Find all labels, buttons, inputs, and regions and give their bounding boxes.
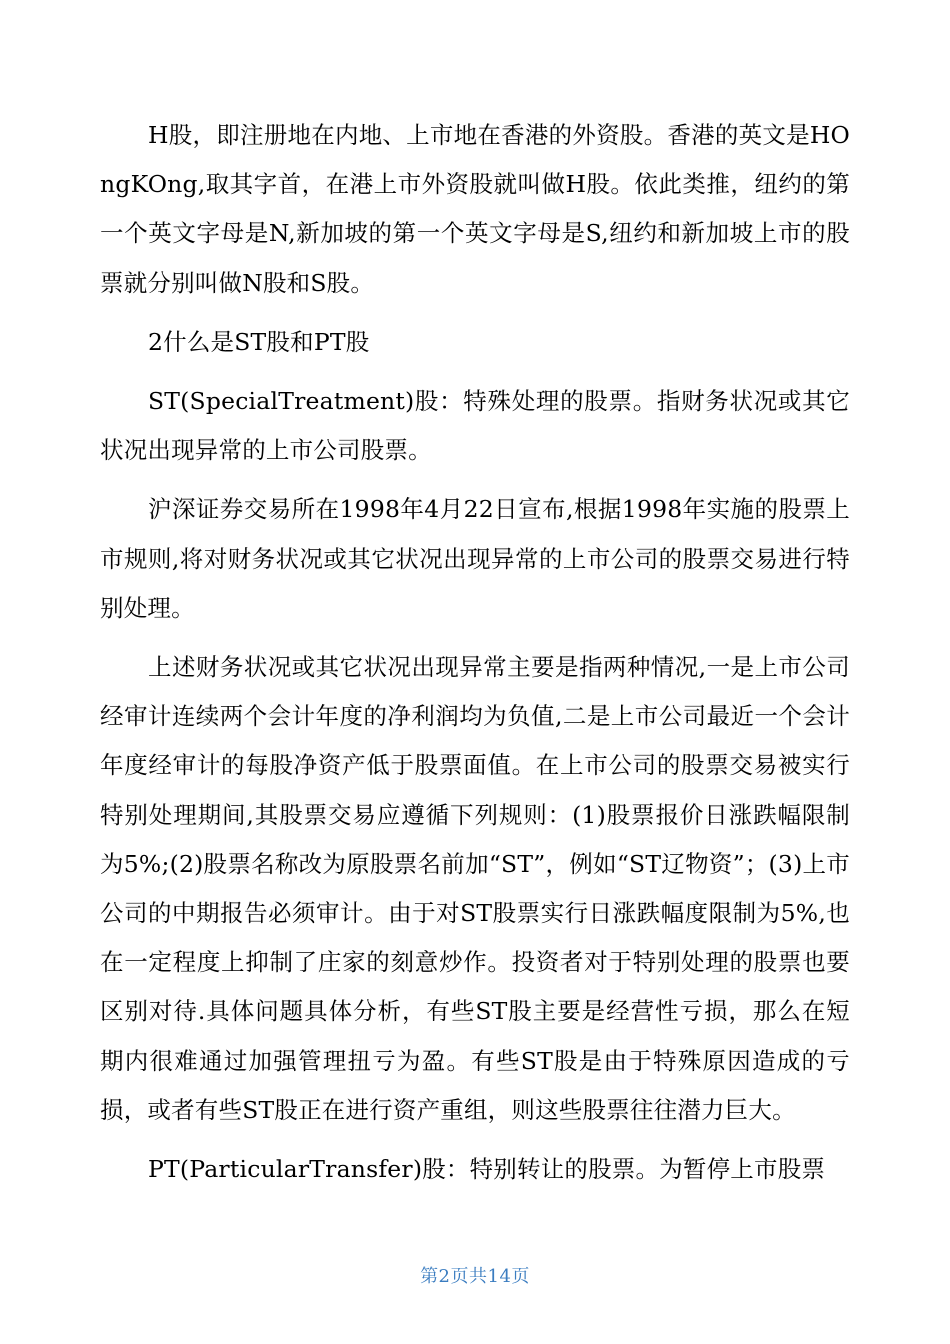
section-heading-st-pt: 2什么是ST股和PT股 <box>148 327 370 356</box>
page-number-footer: 第2页共14页 <box>420 1266 530 1287</box>
paragraph-exchange-announcement: 沪深证券交易所在1998年4月22日宣布,根据1998年实施的股票上市规则,将对财务状况或其它状况出现异常的上市公司的股票交易进行特别处理。 <box>100 495 850 622</box>
document-body <box>100 111 850 1204</box>
paragraph-st-definition: ST(SpecialTreatment)股：特殊处理的股票。指财务状况或其它状况出现异常的上市公司股票。 <box>100 387 850 465</box>
paragraph-pt-definition: PT(ParticularTransfer)股：特别转让的股票。为暂停上市股票 <box>148 1155 826 1184</box>
paragraph-st-rules: 上述财务状况或其它状况出现异常主要是指两种情况,一是上市公司经审计连续两个会计年度的净利润均为负值,二是上市公司最近一个会计年度经审计的每股净资产低于股票面值。在上市公司的股票交易被实行特别处理期间,其股票交易应遵循下列规则：(1)股票报价日涨跌幅限制为5%;(2)股票名称改为原股票名前加“ST”，例如“ST辽物资”；(3)上市公司的中期报告必须审计。由于对ST股票实行日涨跌幅度限制为5%,也在一定程度上抑制了庄家的刻意炒作。投资者对于特别处理的股票也要区别对待.具体问题具体分析，有些ST股主要是经营性亏损，那么在短期内很难通过加强管理扭亏为盈。有些ST股是由于特殊原因造成的亏损，或者有些ST股正在进行资产重组，则这些股票往往潜力巨大。 <box>100 653 850 1124</box>
paragraph-h-shares: H股，即注册地在内地、上市地在香港的外资股。香港的英文是HOngKOng,取其字首，在港上市外资股就叫做H股。依此类推，纽约的第一个英文字母是N,新加坡的第一个英文字母是S,纽约和新加坡上市的股票就分别叫做N股和S股。 <box>100 121 850 297</box>
